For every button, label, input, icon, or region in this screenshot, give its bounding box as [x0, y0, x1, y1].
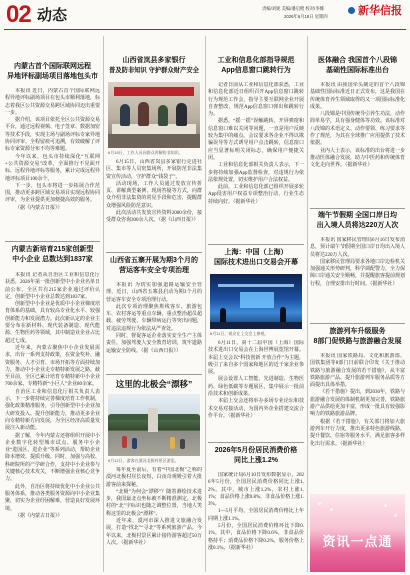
paragraph: 国家统计局6月10日发布数据显示，2026年5月份，全国居民消费价格同比上涨1.2%。其中，城市上涨1.2%，农村上涨1.1%；食品价格上涨0.8%，非食品价格上涨1.3%。 [208, 473, 304, 508]
section-title: 动态 [37, 7, 68, 24]
paragraph: 今年以来，包头市持续深化“互联网+公共资源交易”改革，全面推行不见面开标、远程异地评标等服务，累计完成远程异地评标项目100余个。 [5, 154, 100, 182]
paragraph: 本报讯 为切实加强道路运输安全管理，近日，山西省五寨县启动为期3个月的营运客车安全专项治理行动。 [106, 283, 202, 303]
headline-line: 旅游列车升级服务 [329, 328, 386, 335]
news-photo-tech-fair [210, 274, 302, 329]
photo-caption: 6月12日，游客在漠河北极村景区游览。 [108, 458, 179, 463]
headline-line: 国际技术进出口交易会开幕 [214, 259, 298, 266]
headline-line: 普及防非知识 守护群众财产安全 [109, 67, 199, 74]
article-body [208, 340, 304, 440]
paragraph: 本报讯 国家铁路局、文化和旅游部、国铁集团等8部门日前联合印发《关于推动铁路与旅游融合发展的若干措施》，从丰富铁路旅游产品、提升旅游列车服务品质等方面提出具体举措。 [310, 354, 405, 389]
photo-banner [114, 87, 194, 96]
headline-line: 基础性国际标准出台 [326, 67, 389, 74]
photo-person [176, 103, 187, 126]
article-separator [106, 252, 202, 253]
article-headline [106, 256, 202, 276]
paragraph: 5月份，全国居民消费价格环比下降0.1%。其中，食品价格下降0.6%，非食品价格持平；消费品价格下降0.2%，服务价格上涨0.1%。（据新华社） [208, 524, 304, 551]
paragraph: 近年来，内蒙古聚焦中小企业发展需求，出台一系列支持政策，在资金奖补、融资服务、人才引育、市场开拓等方面持续加力，推动中小企业走专精特新发展之路。截至目前，全区已累计培育专精特新中小企业700余家、专精特新“小巨人”企业80余家。 [5, 345, 100, 388]
headline-line: 同比上涨1.2% [234, 457, 278, 464]
info-box-decoration [394, 514, 397, 517]
photo-monument [148, 408, 158, 432]
headline-line: 中小企业 总数达到1837家 [12, 256, 93, 263]
photo-person [158, 105, 168, 126]
article-body [208, 472, 304, 572]
headline-line: App信息窗口跳转行为 [221, 67, 291, 74]
photo-person [180, 439, 185, 449]
headline-line: 营运客车安全专项治理 [119, 267, 189, 274]
article-body [106, 467, 202, 572]
article-headline [208, 56, 304, 76]
paragraph: 创新型中小企业是优质中小企业梯度培育体系的基础，具有较高专业化水平、较强创新能力和发展潜力。此次新认定的企业主要分布在新材料、现代装备制造、现代能源、生物医药等领域，其中制造业企业占比超过七成。 [5, 302, 100, 344]
photo-screen [240, 292, 274, 308]
paragraph: 据介绍，该项目依托全区公共资源交易平台，通过远程视频、电子签章、数据加密等技术手段，实现主场与副场评标专家异地协同评审、全程留痕可追溯，有效破解了评标专家资源分布不均等难题。 [5, 118, 100, 153]
paragraph: 每年夏至前后，有着“中国北极”之称的漠河北极村昼长夜短，白夜奇观吸引着大批游客前来探秘。 [106, 468, 202, 488]
paragraph: 国家移民管理局要求各地口岸边检机关加强通关形势研判，科学调配警力，全力保障口岸通关安全顺畅，并提醒旅客提前规划行程，合理安排出行时间。（据新华社） [310, 259, 405, 287]
masthead-rule [4, 29, 406, 30]
headline-line: 工业和信息化部指导规范 [217, 57, 295, 64]
paragraph: “北极”为何会“漂移”？随着测绘技术进步，我国最北点坐标被不断精准测定，北极村的“北”字标识也随之调整位置，当地人笑称这里的北极会“漂移”。 [106, 489, 202, 517]
article-headline [310, 211, 405, 231]
headline-line: 山西省五寨开展为期3个月的 [110, 257, 198, 264]
paragraph: 据悉，“摇一摇”误触跳转、开屏弹窗和信息窗口难以关闭等问题，一直是用户反映较为集中的痛点。会议要求各企业不得以欺骗误导等方式诱导用户点击跳转，信息窗口应当显著标明关闭标志，确保用户便捷关闭。 [208, 119, 304, 161]
paragraph: 1—5月平均，全国居民消费价格比上年同期上涨1.1%。 [208, 509, 304, 522]
column-divider [205, 36, 206, 572]
paragraph: 记者日前从工业和信息化部获悉，工业和信息化部近日组织召开App信息窗口跳转行为规范工作会，指导主要互联网企业开展自查整改，规范App信息窗口弹出和跳转行为。 [208, 83, 304, 118]
paragraph: 《若干措施》提出，到2030年，铁路与旅游融合发展的体制机制更加完善，铁路旅游产品供给更加丰富，形成一批具有较强影响力的铁路旅游品牌。 [310, 390, 405, 418]
info-box-decoration [384, 504, 387, 507]
article-body [106, 159, 202, 250]
paragraph: 活动现场，工作人员通过发放宣传折页、讲解典型案例、现场答疑等方式，向群众介绍非法集资的常见手段和危害，提醒群众增强风险防范意识。 [106, 181, 202, 209]
article-headline [5, 245, 100, 265]
info-box-decoration [330, 508, 333, 511]
paragraph: 下一步，包头市将进一步拓展合作范围，推动更多跨区域交易项目实现远程协同评审，为企业提供更加便捷高效的服务。 [5, 183, 100, 204]
paragraph: 根据《若干措施》，有关部门将加大旅游列车开行力度，推出更多特色旅游线路，提升餐饮、住宿等服务水平，满足旅客多样化出行需求。（据新华社） [310, 419, 405, 447]
paragraph: 近年来，漠河市深入推进文旅融合发展，打造“找北”“寻北”等系列旅游产品。今年以来，北极村景区累计接待游客超过50万人次。（据新华社） [106, 519, 202, 546]
headline-line: 山西省岚县多家银行 [122, 57, 186, 64]
photo-floor [108, 134, 200, 148]
paragraph: 此次专项治理聚焦班线客车、旅游包车、农村客运等重点车辆，重点整治超员超载、疲劳驾驶、车辆带病运行等突出问题，对违法违规行为依法从严查处。 [106, 304, 202, 332]
paragraph: 此次活动共发放宣传资料2000余份，接受群众咨询300余人次。（据《山西日报》） [106, 211, 202, 224]
photo-floor [210, 322, 302, 329]
article-body [310, 237, 405, 321]
article-separator [208, 244, 304, 245]
column-divider [307, 36, 308, 572]
headline-line: 上海：中国（上海） [224, 249, 288, 256]
photo-caption: 6月15日，工作人员向群众讲解防非知识。 [108, 150, 183, 155]
paragraph: 6月11日，第十二届中国（上海）国际技术进出口交易会在上海世博展览馆开幕。本届上交会以“科技创新 开放合作”为主题，吸引了来自多个国家和地区的近千家企业参展。 [208, 341, 304, 376]
news-photo-arctic-village [108, 394, 200, 456]
article-body [208, 82, 304, 242]
photo-person [132, 438, 137, 449]
article-headline [106, 378, 202, 390]
photo-caption: 6月11日，观众在上交会上参观。 [210, 331, 269, 336]
paragraph: 此前，工业和信息化部已组织开展多轮App侵害用户权益专项整治行动，行业生态持续向好。（据新华社） [208, 185, 304, 205]
article-separator [106, 374, 202, 375]
headline-line: 出入境人员将达220万人次 [316, 222, 399, 229]
paragraph: 本报讯 由我国牵头制定的首个八段锦基础性国际标准近日正式发布，这是我国在传统体育养生领域取得的又一项国际标准化成果。 [310, 83, 405, 110]
headline-line: 内蒙古新培育215家创新型 [11, 246, 94, 253]
article-body [310, 353, 405, 490]
article-separator [5, 241, 100, 242]
photo-light-streak [218, 284, 294, 287]
article-separator [310, 208, 405, 209]
article-headline [208, 446, 304, 466]
info-box [310, 494, 405, 572]
paragraph: 同时，督促客运企业落实安全生产主体责任，加强驾驶人安全教育培训，筑牢道路运输安全防线。（据《山西日报》） [106, 334, 202, 354]
article-headline [310, 327, 405, 347]
paragraph: 本报讯 记者从自治区工业和信息化厅获悉，2026年第一批创新型中小企业名单日前公布，全区共有215家企业通过评价认定，创新型中小企业总数达到1837家。 [5, 273, 100, 300]
paper-name: 新华信报 [358, 5, 402, 17]
paragraph: 八段锦是中国传统导引养生功法，动作简单易学，具有强身健体等功效。该标准对八段锦的术语定义、动作要领、练习要求等作了规范，为其在全球推广应用提供了技术依据。 [310, 112, 405, 147]
article-body [310, 82, 405, 206]
article-separator [310, 323, 405, 324]
article-body [106, 282, 202, 372]
page-number: 02 [6, 1, 31, 28]
paragraph: 工业和信息化部相关负责人表示，下一步将持续加强App监督检查，对违规行为依法依规处置，切实维护用户合法权益。 [208, 163, 304, 183]
column-divider [103, 36, 104, 572]
editor-credits: 责编/刘妮 美编/潘启楷 校对/李娜 [262, 6, 324, 11]
photo-person [170, 437, 175, 449]
paragraph: 6月15日，山西省岚县多家银行走进社区、集市等人员密集场所，开展防范非法集资宣传活动，守护群众“钱袋子”。 [106, 160, 202, 180]
headline-line: 内蒙古首个国际联网远程 [14, 63, 91, 70]
article-body [5, 88, 100, 238]
article-headline [208, 248, 304, 268]
photo-person [122, 436, 127, 448]
article-body [5, 272, 100, 572]
paragraph: （据《内蒙古日报》） [15, 513, 63, 519]
article-separator [208, 442, 304, 443]
headline-line: 8部门促铁路与旅游融合发展 [313, 338, 402, 345]
headline-line: 这里的北极会“漂移” [115, 379, 193, 389]
paragraph: （据《内蒙古日报》） [15, 205, 63, 211]
paragraph: 业内人士表示，该标准的出台将进一步推动医体融合发展，助力中医药和传统体育文化走向世界。（据新华社） [310, 148, 405, 169]
headline-line: 医体融合 我国首个八段锦 [318, 57, 397, 64]
paragraph: 自治区工业和信息化厅相关负责人表示，下一步将持续完善梯度培育工作机制，强化政策精准服务，引导创新型中小企业加大研发投入、提升创新能力，推动更多企业向专精特新方向发展，为全区经济高质量发展注入新动能。 [5, 389, 100, 432]
article-headline [310, 56, 405, 76]
paragraph: 本届上交会还将举办多场专业论坛和技术交易对接活动，为国内外企业搭建交流合作平台。（据新华社） [208, 399, 304, 419]
article-headline [5, 62, 100, 82]
paper-emblem-icon [348, 7, 355, 14]
headline-line: 2026年5月份居民消费价格 [214, 447, 298, 454]
news-photo-bank-outreach [108, 82, 200, 148]
info-box-decoration [318, 502, 321, 505]
article-headline [106, 56, 202, 76]
headline-line: 异地评标副场项目落地包头市 [7, 73, 98, 80]
issue-date: 2026年6月18日 星期四 [284, 14, 328, 19]
info-box-title: 资讯一点通 [322, 534, 393, 549]
paragraph: 此外，自治区将持续优化中小企业公共服务体系，推动各类服务资源向中小企业集聚，切实为企业纾困解难，营造良好发展环境。 [5, 484, 100, 512]
headline-line: 端午节假期 全国口岸日均 [318, 212, 397, 219]
photo-person [138, 102, 149, 126]
paragraph: 本报讯 近日，内蒙古首个国际联网远程异地评标副场项目在包头市顺利落地，标志着我区公共资源交易跨区域协同迈出重要一步。 [5, 89, 100, 116]
paragraph: 本报讯 国家移民管理局6月16日发布消息，预计端午节假期全国口岸日均出入境人员将达220万人次。 [310, 238, 405, 258]
photo-person [120, 104, 130, 126]
paragraph: 据了解，今年内蒙古还将组织开展中小企业数字化转型城市试点、服务中小企业“进园区、进企业”等系列活动，帮助企业降本增效、提质升级。同时，加强与高校、科研院所的产学研合作，支持中小企业参与关键核心技术攻关，不断增强企业核心竞争力。 [5, 433, 100, 483]
paragraph: 展会设置人工智能、先进制造、生物医药、绿色低碳等专题展区，集中展示一批前沿技术和创新成果。 [208, 377, 304, 398]
